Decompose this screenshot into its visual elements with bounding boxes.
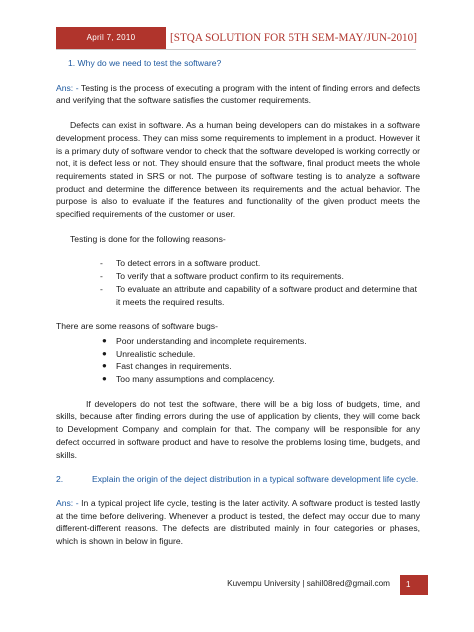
paragraph-consequences: If developers do not test the software, there will be a big loss of budgets, time, and skills, because after finding errors during the use of application by clients, they will come back to Development Company and complain for that. The company will be responsible for any defect occurred in software product and have to resolve the problems losing time, budgets, and skills. <box>56 398 420 460</box>
footer-text: Kuvempu University | sahil08red@gmail.com <box>227 579 390 588</box>
reasons-list <box>56 257 420 308</box>
document-body <box>56 57 420 548</box>
reasons-intro: Testing is done for the following reasons- <box>70 233 226 244</box>
list-item: ● Fast changes in requirements. <box>102 361 232 372</box>
page-number: 1 <box>400 575 428 595</box>
page-header <box>56 27 416 49</box>
bugs-intro: There are some reasons of software bugs- <box>56 321 218 332</box>
paragraph-defects: Defects can exist in software. As a human being developers can do mistakes in a software development process. They can miss some requirements to implement in a product. However it is a primary duty of software vendor to check that the software developed is working correctly or not, it is defect less or not. They should ensure that the software, final product meets the whole requirements stated in SRS or not. The purpose of software testing is to analyze a software product and determine the difference between its requirements and the actual behavior. The purpose is also to evaluate if the features and functionality of the given product meets the specified requirements of the customer or user. <box>56 120 420 220</box>
bullet-icon: ● <box>102 374 107 384</box>
dash-marker: - <box>100 258 103 269</box>
question-2-text: Explain the origin of the deject distribution in a typical software development life cycle. <box>92 474 419 485</box>
answer-label: Ans: - <box>56 82 79 93</box>
question-2 <box>56 473 420 486</box>
header-date: April 7, 2010 <box>56 27 166 49</box>
page-footer <box>56 575 428 595</box>
dash-marker: - <box>100 283 103 294</box>
answer-1-text: Testing is the process of executing a program with the intent of finding errors and defects and verifying that the software satisfies the customer requirements. <box>56 82 421 106</box>
list-item: ● Poor understanding and incomplete requirements. <box>102 335 307 346</box>
bullet-icon: ● <box>102 348 107 358</box>
list-item: ● Too many assumptions and complacency. <box>102 374 275 385</box>
header-title: [STQA SOLUTION FOR 5TH SEM-MAY/JUN-2010] <box>170 32 417 44</box>
list-item: ● Unrealistic schedule. <box>102 348 196 359</box>
answer-2-text: In a typical project life cycle, testing is the later activity. A software product is tested lastly at the time before delivering. Whenever a product is tested, the defect may occur due to many different-different reasons. The defects are distributed mainly in four categories or phases, which is shown in below in figure. <box>56 497 420 547</box>
dash-marker: - <box>100 271 103 282</box>
header-divider <box>56 49 416 50</box>
question-1: 1. Why do we need to test the software? <box>68 58 222 68</box>
question-2-number: 2. <box>56 474 64 485</box>
answer-1 <box>56 82 420 107</box>
bugs-list <box>56 335 420 386</box>
answer-2 <box>56 497 420 548</box>
list-item: - To evaluate an attribute and capability of a software product and determine that it meets the required results. <box>100 283 417 307</box>
bullet-icon: ● <box>102 335 107 345</box>
answer-label: Ans: - <box>56 497 79 508</box>
list-item: - To verify that a software product confirm to its requirements. <box>100 271 344 282</box>
list-item: - To detect errors in a software product. <box>100 258 261 269</box>
bullet-icon: ● <box>102 361 107 371</box>
